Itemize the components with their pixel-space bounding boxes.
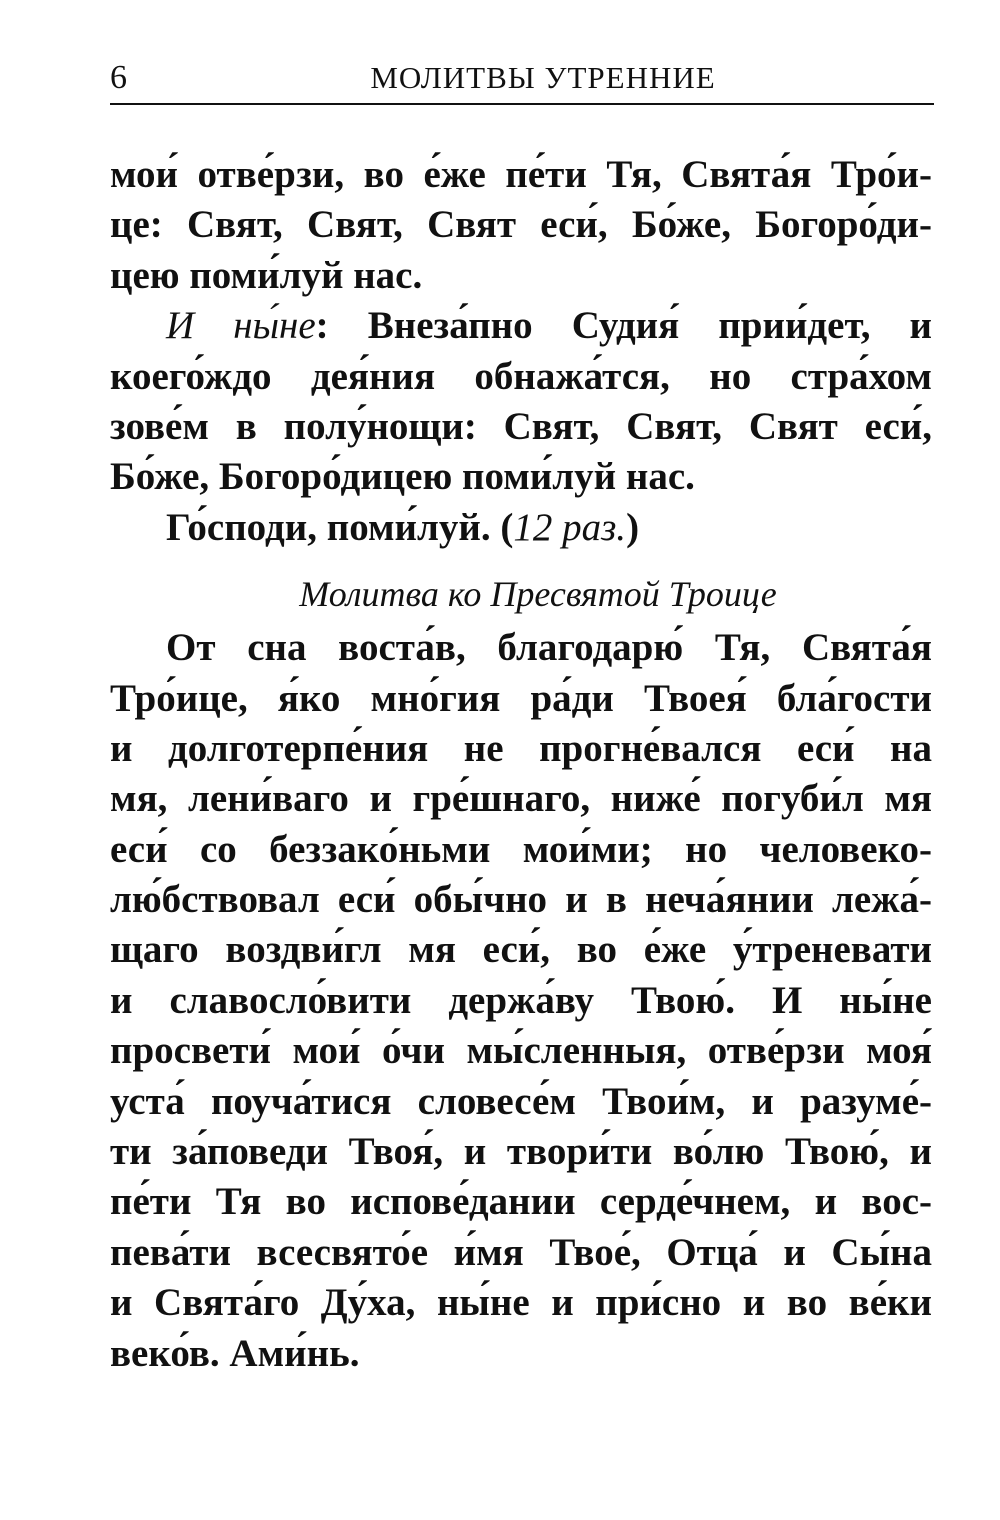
paragraph2-line-1 bbox=[110, 301, 932, 351]
prayer-line-15: веко́в. Ами́нь. bbox=[110, 1331, 360, 1375]
paragraph1-line-2: це: Свят, Свят, Свят еси́, Бо́же, Богоро́ди- bbox=[110, 203, 932, 247]
section-heading: Молитва ко Пресвятой Троице bbox=[299, 574, 777, 615]
running-title: МОЛИТВЫ УТРЕННИЕ bbox=[370, 60, 716, 95]
prayer-line-4: мя, лени́ваго и гре́шнаго, ниже́ погуби́л мя bbox=[110, 777, 932, 821]
prayer-line-6: лю́бствовал еси́ обы́чно и в неча́янии лежа́- bbox=[110, 878, 932, 922]
paragraph2-first-line-rest: Внеза́пно Судия́ прии́дет, и bbox=[328, 304, 932, 348]
prayer-line-5: еси́ со беззако́ньми мои́ми; но человеко- bbox=[110, 827, 932, 871]
header-rule bbox=[110, 103, 934, 105]
prayer-line-14: и Свята́го Ду́ха, ны́не и при́сно и во ве́ки bbox=[110, 1281, 932, 1325]
prayer-line-10: уста́ поуча́тися словесе́м Твои́м, и разуме́- bbox=[110, 1079, 932, 1123]
paragraph1-line-1: мои́ отве́рзи, во е́же пе́ти Тя, Свята́я Тро́и- bbox=[110, 153, 932, 196]
paragraph3-close: ) bbox=[626, 505, 640, 549]
prayer-line-7: щаго воздви́гл мя еси́, во е́же у́треневати bbox=[110, 928, 932, 972]
prayer-line-8: и славосло́вити держа́ву Твою́. И ны́не bbox=[110, 978, 932, 1022]
paragraph2-line-4: Бо́же, Богоро́дицею поми́луй нас. bbox=[110, 455, 695, 499]
paragraph3-line bbox=[110, 503, 932, 553]
paragraph3-text: Го́споди, поми́луй. ( bbox=[166, 505, 514, 549]
prayer-line-12: пе́ти Тя во испове́дании серде́чнем, и вос- bbox=[110, 1180, 932, 1224]
prayer-line-1: От сна воста́в, благодарю́ Тя, Свята́я bbox=[166, 626, 932, 670]
paragraph2-line-2: коего́ждо дея́ния обнажа́тся, но стра́хом bbox=[110, 354, 932, 398]
paragraph1-line-3: цею поми́луй нас. bbox=[110, 253, 423, 297]
prayer-line-9: просвети́ мои́ о́чи мы́сленныя, отве́рзи моя́ bbox=[110, 1029, 932, 1073]
paragraph3-italic: 12 раз. bbox=[513, 505, 627, 549]
text-block bbox=[110, 150, 932, 1379]
paragraph2-line-3: зове́м в полу́нощи: Свят, Свят, Свят еси́, bbox=[110, 404, 932, 448]
page-number: 6 bbox=[110, 59, 127, 96]
paragraph2-colon: : bbox=[315, 304, 329, 348]
prayer-line-2: Тро́ице, я́ко мно́гия ра́ди Твоея́ бла́гости bbox=[110, 676, 932, 720]
prayer-line-13: пева́ти всесвято́е и́мя Твое́, Отца́ и Сы́на bbox=[110, 1230, 932, 1274]
prayer-line-3: и долготерпе́ния не прогне́вался еси́ на bbox=[110, 726, 932, 770]
running-head bbox=[110, 58, 932, 104]
prayer-line-11: ти за́поведи Твоя́, и твори́ти во́лю Твою́, и bbox=[110, 1130, 932, 1174]
paragraph2-lead: И ны́не bbox=[166, 304, 316, 348]
